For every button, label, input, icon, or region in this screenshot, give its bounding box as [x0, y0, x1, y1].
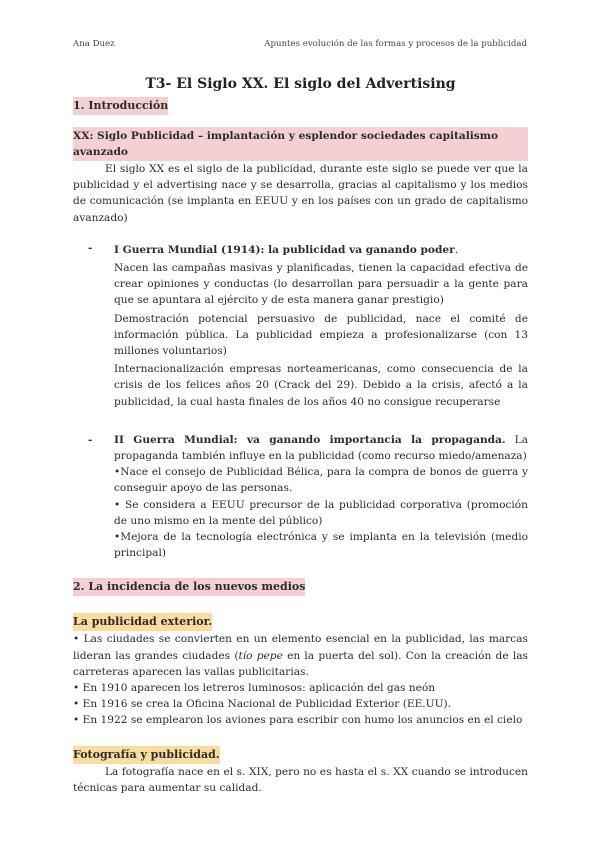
subheading-publicidad-exterior: La publicidad exterior. [73, 613, 212, 631]
subheading-siglo-publicidad: XX: Siglo Publicidad – implantación y esplendor sociedades capitalismo avanzado [73, 127, 528, 161]
fotografia-paragraph: La fotografía nace en el s. XIX, pero no es hasta el s. XX cuando se introducen técnicas para aumentar su calidad. [73, 765, 528, 794]
exterior-item: • En 1916 se crea la Oficina Nacional de Publicidad Exterior (EE.UU). [73, 698, 452, 711]
header-subject: Apuntes evolución de las formas y procesos de la publicidad [264, 39, 527, 49]
exterior-item: • En 1922 se emplearon los aviones para escribir con humo los anuncios en el cielo [73, 714, 523, 727]
page-title: T3- El Siglo XX. El siglo del Advertising [145, 76, 456, 92]
bullet-paragraph: Internacionalización empresas norteamericanas, como consecuencia de la crisis de los felices años 20 (Crack del 29). Debido a la crisis, afectó a la publicidad, la cual hasta finales de los años 40 no consigue recuperarse [114, 363, 528, 408]
intro-paragraph: El siglo XX es el siglo de la publicidad, durante este siglo se puede ver que la publicidad y el advertising nace y se desarrolla, gracias al capitalismo y los medios de comunicación (se implanta en EEUU y en los países con un grado de capitalismo avanzado) [73, 163, 528, 224]
bullet-dash: - [88, 433, 93, 446]
exterior-paragraph: • Las ciudades se convierten en un elemento esencial en la publicidad, las marcas lideran las grandes ciudades (tío pepe en la puerta del sol). Con la creación de las carreteras aparecen las vallas publicitarias. [73, 633, 528, 678]
document-body [73, 74, 528, 796]
bullet-title: I Guerra Mundial (1914): la publicidad va ganando poder. [114, 243, 459, 256]
bullet-paragraph: Demostración potencial persuasivo de publicidad, nace el comité de información pública. La publicidad empieza a profesionalizarse (con 13 millones voluntarios) [114, 312, 528, 358]
subheading-fotografia: Fotografía y publicidad. [73, 746, 220, 764]
section-heading-nuevos-medios: 2. La incidencia de los nuevos medios [73, 578, 305, 596]
bullet-paragraph: •Mejora de la tecnología electrónica y se implanta en la televisión (medio principal) [114, 531, 528, 560]
bullet-paragraph: Nacen las campañas masivas y planificadas, tienen la capacidad efectiva de crear opiniones y conductas (lo desarrollan para persuadir a la gente para que se apuntara al ejército y de esta manera ganar prestigio) [114, 262, 528, 307]
section-heading-introduccion: 1. Introducción [73, 97, 168, 115]
bullet-title: II Guerra Mundial: va ganando importancia la propaganda. La propaganda también influye en la publicidad (como recurso miedo/amenaza) [114, 433, 529, 463]
bullet-primera-guerra [73, 240, 528, 410]
bullet-segunda-guerra [73, 432, 528, 562]
bullet-dash: - [88, 241, 93, 254]
bullet-paragraph: •Nace el consejo de Publicidad Bélica, para la compra de bonos de guerra y conseguir apoyo de las personas. [114, 466, 528, 495]
bullet-paragraph: • Se considera a EEUU precursor de la publicidad corporativa (promoción de uno mismo en la mente del público) [114, 498, 528, 527]
header-author: Ana Duez [73, 39, 115, 49]
exterior-item: • En 1910 aparecen los letreros luminosos: aplicación del gas neón [73, 682, 436, 695]
